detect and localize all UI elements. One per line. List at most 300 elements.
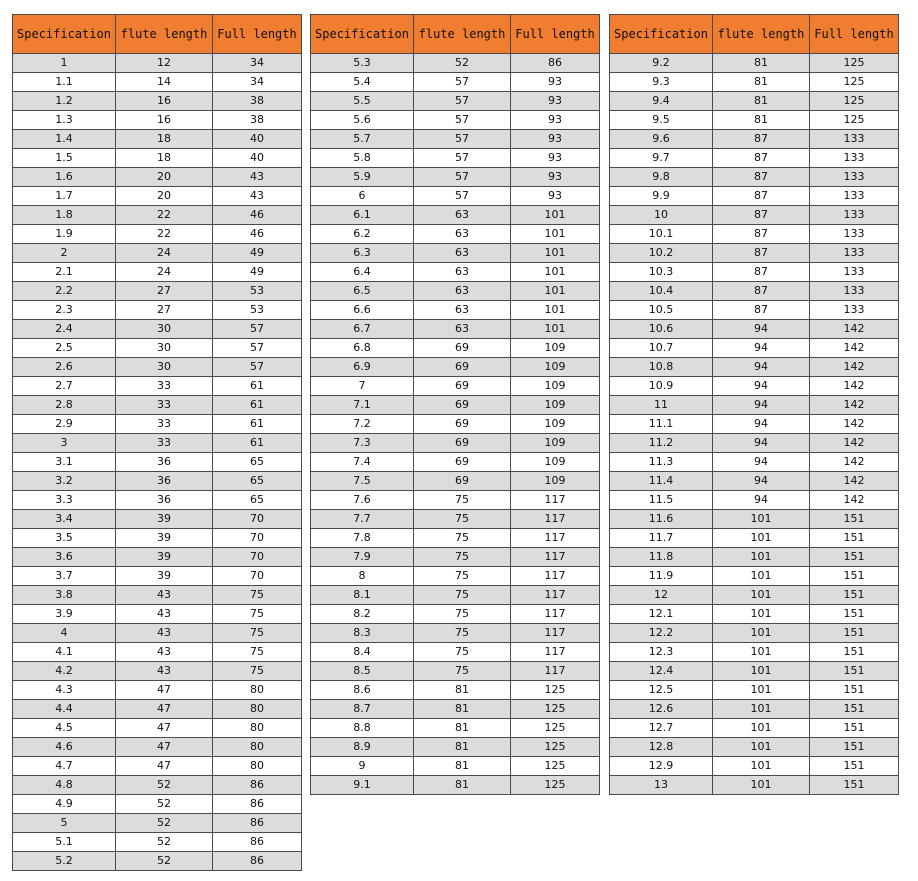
cell-specification: 8 xyxy=(311,567,414,586)
table-body xyxy=(311,54,600,795)
cell-flute-length: 81 xyxy=(713,111,810,130)
table-row xyxy=(311,738,600,757)
cell-full-length: 117 xyxy=(511,548,600,567)
cell-full-length: 117 xyxy=(511,662,600,681)
header-flute-length: flute length xyxy=(414,15,511,54)
table-row xyxy=(13,339,302,358)
cell-full-length: 80 xyxy=(213,757,302,776)
cell-flute-length: 39 xyxy=(116,548,213,567)
cell-full-length: 46 xyxy=(213,225,302,244)
cell-flute-length: 27 xyxy=(116,301,213,320)
cell-full-length: 65 xyxy=(213,491,302,510)
cell-specification: 7.9 xyxy=(311,548,414,567)
table-body xyxy=(13,54,302,871)
cell-full-length: 125 xyxy=(810,54,899,73)
cell-full-length: 101 xyxy=(511,244,600,263)
cell-flute-length: 43 xyxy=(116,586,213,605)
cell-full-length: 151 xyxy=(810,757,899,776)
cell-full-length: 125 xyxy=(511,738,600,757)
table-row xyxy=(13,358,302,377)
cell-specification: 6.9 xyxy=(311,358,414,377)
table-row xyxy=(311,605,600,624)
cell-full-length: 133 xyxy=(810,168,899,187)
cell-full-length: 38 xyxy=(213,111,302,130)
table-row xyxy=(13,700,302,719)
cell-flute-length: 43 xyxy=(116,624,213,643)
cell-specification: 11.1 xyxy=(610,415,713,434)
table-row xyxy=(311,339,600,358)
cell-flute-length: 101 xyxy=(713,776,810,795)
cell-flute-length: 87 xyxy=(713,149,810,168)
cell-full-length: 80 xyxy=(213,681,302,700)
cell-flute-length: 69 xyxy=(414,472,511,491)
cell-full-length: 61 xyxy=(213,434,302,453)
cell-flute-length: 75 xyxy=(414,662,511,681)
cell-specification: 12.9 xyxy=(610,757,713,776)
cell-specification: 3.5 xyxy=(13,529,116,548)
table-row xyxy=(311,586,600,605)
table-row xyxy=(610,453,899,472)
cell-specification: 1.1 xyxy=(13,73,116,92)
table-row xyxy=(311,320,600,339)
cell-full-length: 46 xyxy=(213,206,302,225)
cell-full-length: 109 xyxy=(511,396,600,415)
table-row xyxy=(311,92,600,111)
cell-full-length: 57 xyxy=(213,339,302,358)
header-row xyxy=(13,15,302,54)
cell-flute-length: 20 xyxy=(116,168,213,187)
cell-full-length: 80 xyxy=(213,719,302,738)
cell-full-length: 133 xyxy=(810,187,899,206)
table-row xyxy=(13,187,302,206)
cell-specification: 1.7 xyxy=(13,187,116,206)
cell-specification: 12.8 xyxy=(610,738,713,757)
header-row xyxy=(311,15,600,54)
cell-specification: 1 xyxy=(13,54,116,73)
cell-full-length: 86 xyxy=(213,833,302,852)
table-row xyxy=(610,111,899,130)
cell-specification: 9.4 xyxy=(610,92,713,111)
table-row xyxy=(13,206,302,225)
cell-full-length: 53 xyxy=(213,301,302,320)
table-row xyxy=(311,301,600,320)
cell-full-length: 142 xyxy=(810,491,899,510)
table-row xyxy=(13,73,302,92)
header-specification: Specification xyxy=(13,15,116,54)
cell-full-length: 117 xyxy=(511,643,600,662)
table-row xyxy=(610,263,899,282)
cell-flute-length: 81 xyxy=(713,54,810,73)
cell-specification: 2.7 xyxy=(13,377,116,396)
cell-full-length: 43 xyxy=(213,187,302,206)
table-row xyxy=(610,757,899,776)
cell-specification: 3.6 xyxy=(13,548,116,567)
cell-flute-length: 101 xyxy=(713,510,810,529)
cell-full-length: 142 xyxy=(810,415,899,434)
cell-specification: 1.3 xyxy=(13,111,116,130)
cell-specification: 10.9 xyxy=(610,377,713,396)
table-row xyxy=(311,225,600,244)
cell-flute-length: 63 xyxy=(414,263,511,282)
cell-specification: 8.4 xyxy=(311,643,414,662)
table-row xyxy=(610,244,899,263)
cell-specification: 7.7 xyxy=(311,510,414,529)
table-row xyxy=(13,92,302,111)
table-row xyxy=(311,130,600,149)
cell-full-length: 151 xyxy=(810,776,899,795)
cell-flute-length: 81 xyxy=(414,757,511,776)
cell-full-length: 61 xyxy=(213,377,302,396)
cell-full-length: 151 xyxy=(810,529,899,548)
table-row xyxy=(610,624,899,643)
cell-flute-length: 87 xyxy=(713,206,810,225)
table-row xyxy=(13,301,302,320)
cell-flute-length: 69 xyxy=(414,358,511,377)
cell-full-length: 142 xyxy=(810,320,899,339)
table-row xyxy=(311,776,600,795)
cell-specification: 3.9 xyxy=(13,605,116,624)
cell-specification: 9.6 xyxy=(610,130,713,149)
table-row xyxy=(610,149,899,168)
table-row xyxy=(311,491,600,510)
cell-flute-length: 75 xyxy=(414,491,511,510)
cell-full-length: 93 xyxy=(511,92,600,111)
table-row xyxy=(610,491,899,510)
table-row xyxy=(610,54,899,73)
cell-full-length: 125 xyxy=(511,700,600,719)
table-row xyxy=(13,149,302,168)
cell-flute-length: 20 xyxy=(116,187,213,206)
cell-specification: 8.6 xyxy=(311,681,414,700)
cell-flute-length: 16 xyxy=(116,92,213,111)
cell-flute-length: 87 xyxy=(713,130,810,149)
cell-flute-length: 57 xyxy=(414,187,511,206)
cell-full-length: 151 xyxy=(810,567,899,586)
cell-flute-length: 75 xyxy=(414,567,511,586)
cell-full-length: 125 xyxy=(810,92,899,111)
cell-full-length: 125 xyxy=(511,776,600,795)
cell-full-length: 117 xyxy=(511,567,600,586)
table-row xyxy=(13,510,302,529)
cell-specification: 7.4 xyxy=(311,453,414,472)
table-row xyxy=(311,700,600,719)
table-row xyxy=(311,567,600,586)
cell-specification: 4.1 xyxy=(13,643,116,662)
cell-flute-length: 87 xyxy=(713,301,810,320)
cell-specification: 3.7 xyxy=(13,567,116,586)
table-row xyxy=(311,263,600,282)
cell-full-length: 49 xyxy=(213,244,302,263)
cell-full-length: 109 xyxy=(511,339,600,358)
cell-full-length: 109 xyxy=(511,358,600,377)
cell-full-length: 109 xyxy=(511,472,600,491)
table-row xyxy=(311,719,600,738)
cell-full-length: 101 xyxy=(511,225,600,244)
cell-flute-length: 101 xyxy=(713,738,810,757)
cell-flute-length: 81 xyxy=(414,776,511,795)
table-row xyxy=(610,206,899,225)
cell-full-length: 75 xyxy=(213,662,302,681)
cell-flute-length: 101 xyxy=(713,548,810,567)
cell-specification: 8.2 xyxy=(311,605,414,624)
table-row xyxy=(13,396,302,415)
cell-specification: 1.4 xyxy=(13,130,116,149)
cell-specification: 11.5 xyxy=(610,491,713,510)
cell-full-length: 151 xyxy=(810,700,899,719)
cell-full-length: 142 xyxy=(810,434,899,453)
table-row xyxy=(311,396,600,415)
cell-specification: 2 xyxy=(13,244,116,263)
cell-specification: 12.6 xyxy=(610,700,713,719)
cell-specification: 4 xyxy=(13,624,116,643)
cell-flute-length: 94 xyxy=(713,396,810,415)
cell-flute-length: 94 xyxy=(713,377,810,396)
cell-flute-length: 101 xyxy=(713,605,810,624)
table-row xyxy=(13,776,302,795)
table-row xyxy=(610,92,899,111)
cell-specification: 8.1 xyxy=(311,586,414,605)
cell-specification: 7.3 xyxy=(311,434,414,453)
cell-specification: 10.7 xyxy=(610,339,713,358)
cell-full-length: 142 xyxy=(810,377,899,396)
table-row xyxy=(13,814,302,833)
table-row xyxy=(13,757,302,776)
table-row xyxy=(13,453,302,472)
table-row xyxy=(311,244,600,263)
cell-full-length: 117 xyxy=(511,624,600,643)
cell-full-length: 75 xyxy=(213,643,302,662)
table-row xyxy=(311,548,600,567)
cell-specification: 4.6 xyxy=(13,738,116,757)
table-row xyxy=(13,282,302,301)
cell-full-length: 93 xyxy=(511,73,600,92)
cell-flute-length: 75 xyxy=(414,529,511,548)
cell-specification: 10 xyxy=(610,206,713,225)
cell-full-length: 142 xyxy=(810,453,899,472)
cell-flute-length: 36 xyxy=(116,453,213,472)
table-row xyxy=(311,282,600,301)
table-row xyxy=(311,415,600,434)
cell-flute-length: 18 xyxy=(116,130,213,149)
header-specification: Specification xyxy=(311,15,414,54)
cell-flute-length: 24 xyxy=(116,244,213,263)
table-row xyxy=(610,662,899,681)
cell-flute-length: 52 xyxy=(414,54,511,73)
table-row xyxy=(13,54,302,73)
table-row xyxy=(610,396,899,415)
table-row xyxy=(13,586,302,605)
cell-flute-length: 57 xyxy=(414,168,511,187)
table-row xyxy=(610,529,899,548)
cell-full-length: 38 xyxy=(213,92,302,111)
table-row xyxy=(311,434,600,453)
table-row xyxy=(311,73,600,92)
cell-full-length: 43 xyxy=(213,168,302,187)
cell-specification: 12.3 xyxy=(610,643,713,662)
cell-flute-length: 52 xyxy=(116,814,213,833)
table-row xyxy=(610,548,899,567)
cell-full-length: 125 xyxy=(810,111,899,130)
cell-full-length: 75 xyxy=(213,586,302,605)
cell-full-length: 93 xyxy=(511,168,600,187)
cell-specification: 10.4 xyxy=(610,282,713,301)
cell-full-length: 117 xyxy=(511,529,600,548)
cell-specification: 5.4 xyxy=(311,73,414,92)
cell-flute-length: 63 xyxy=(414,301,511,320)
table-row xyxy=(13,548,302,567)
cell-flute-length: 101 xyxy=(713,757,810,776)
cell-full-length: 151 xyxy=(810,548,899,567)
table-row xyxy=(311,624,600,643)
cell-full-length: 151 xyxy=(810,605,899,624)
cell-specification: 5.5 xyxy=(311,92,414,111)
table-row xyxy=(13,567,302,586)
table-row xyxy=(13,738,302,757)
cell-flute-length: 12 xyxy=(116,54,213,73)
cell-flute-length: 69 xyxy=(414,396,511,415)
cell-specification: 9.5 xyxy=(610,111,713,130)
cell-specification: 4.4 xyxy=(13,700,116,719)
table-row xyxy=(311,358,600,377)
table-row xyxy=(610,320,899,339)
cell-full-length: 70 xyxy=(213,529,302,548)
cell-full-length: 61 xyxy=(213,396,302,415)
cell-flute-length: 94 xyxy=(713,320,810,339)
table-row xyxy=(13,605,302,624)
table-row xyxy=(610,472,899,491)
cell-specification: 4.7 xyxy=(13,757,116,776)
cell-specification: 5.6 xyxy=(311,111,414,130)
cell-flute-length: 57 xyxy=(414,111,511,130)
cell-specification: 6.8 xyxy=(311,339,414,358)
cell-specification: 12.4 xyxy=(610,662,713,681)
cell-full-length: 93 xyxy=(511,187,600,206)
cell-full-length: 40 xyxy=(213,130,302,149)
cell-flute-length: 87 xyxy=(713,244,810,263)
header-specification: Specification xyxy=(610,15,713,54)
cell-flute-length: 101 xyxy=(713,624,810,643)
cell-flute-length: 81 xyxy=(414,719,511,738)
cell-specification: 1.8 xyxy=(13,206,116,225)
table-row xyxy=(610,776,899,795)
cell-flute-length: 33 xyxy=(116,396,213,415)
cell-full-length: 93 xyxy=(511,130,600,149)
cell-specification: 4.8 xyxy=(13,776,116,795)
cell-flute-length: 63 xyxy=(414,282,511,301)
table-row xyxy=(311,206,600,225)
table-row xyxy=(610,605,899,624)
cell-specification: 2.2 xyxy=(13,282,116,301)
table-row xyxy=(610,510,899,529)
cell-flute-length: 57 xyxy=(414,149,511,168)
cell-specification: 4.5 xyxy=(13,719,116,738)
cell-full-length: 93 xyxy=(511,111,600,130)
cell-specification: 12.5 xyxy=(610,681,713,700)
cell-flute-length: 57 xyxy=(414,130,511,149)
cell-specification: 5.7 xyxy=(311,130,414,149)
cell-full-length: 101 xyxy=(511,301,600,320)
table-row xyxy=(13,681,302,700)
table-row xyxy=(13,225,302,244)
cell-full-length: 117 xyxy=(511,586,600,605)
cell-flute-length: 75 xyxy=(414,605,511,624)
table-row xyxy=(311,472,600,491)
cell-full-length: 125 xyxy=(511,757,600,776)
table-row xyxy=(13,852,302,871)
cell-specification: 7 xyxy=(311,377,414,396)
cell-flute-length: 47 xyxy=(116,681,213,700)
table-row xyxy=(610,586,899,605)
cell-full-length: 109 xyxy=(511,377,600,396)
cell-full-length: 70 xyxy=(213,548,302,567)
cell-flute-length: 75 xyxy=(414,586,511,605)
cell-specification: 11.8 xyxy=(610,548,713,567)
cell-specification: 4.9 xyxy=(13,795,116,814)
cell-specification: 4.2 xyxy=(13,662,116,681)
header-row xyxy=(610,15,899,54)
cell-flute-length: 30 xyxy=(116,320,213,339)
cell-full-length: 101 xyxy=(511,282,600,301)
cell-full-length: 57 xyxy=(213,320,302,339)
cell-flute-length: 39 xyxy=(116,510,213,529)
cell-full-length: 133 xyxy=(810,225,899,244)
cell-full-length: 40 xyxy=(213,149,302,168)
table-row xyxy=(13,491,302,510)
cell-full-length: 133 xyxy=(810,206,899,225)
cell-specification: 5.8 xyxy=(311,149,414,168)
cell-full-length: 142 xyxy=(810,472,899,491)
cell-full-length: 125 xyxy=(511,681,600,700)
spec-table-2 xyxy=(310,14,600,795)
cell-full-length: 117 xyxy=(511,510,600,529)
cell-flute-length: 63 xyxy=(414,320,511,339)
cell-full-length: 70 xyxy=(213,510,302,529)
cell-specification: 1.5 xyxy=(13,149,116,168)
table-row xyxy=(13,795,302,814)
table-row xyxy=(610,700,899,719)
cell-flute-length: 57 xyxy=(414,92,511,111)
table-body xyxy=(610,54,899,795)
cell-specification: 6.2 xyxy=(311,225,414,244)
cell-specification: 9.7 xyxy=(610,149,713,168)
cell-specification: 1.6 xyxy=(13,168,116,187)
spec-table-1 xyxy=(12,14,302,871)
cell-full-length: 80 xyxy=(213,700,302,719)
cell-full-length: 75 xyxy=(213,605,302,624)
table-row xyxy=(311,54,600,73)
cell-specification: 12.7 xyxy=(610,719,713,738)
table-row xyxy=(13,472,302,491)
cell-flute-length: 94 xyxy=(713,415,810,434)
cell-flute-length: 52 xyxy=(116,852,213,871)
cell-specification: 7.1 xyxy=(311,396,414,415)
cell-specification: 3 xyxy=(13,434,116,453)
cell-full-length: 109 xyxy=(511,434,600,453)
table-row xyxy=(13,244,302,263)
cell-flute-length: 75 xyxy=(414,624,511,643)
cell-full-length: 101 xyxy=(511,263,600,282)
cell-specification: 8.5 xyxy=(311,662,414,681)
cell-specification: 1.9 xyxy=(13,225,116,244)
cell-specification: 7.6 xyxy=(311,491,414,510)
cell-full-length: 125 xyxy=(511,719,600,738)
cell-specification: 9.9 xyxy=(610,187,713,206)
cell-flute-length: 101 xyxy=(713,681,810,700)
cell-full-length: 75 xyxy=(213,624,302,643)
cell-full-length: 53 xyxy=(213,282,302,301)
cell-specification: 8.3 xyxy=(311,624,414,643)
cell-flute-length: 39 xyxy=(116,529,213,548)
